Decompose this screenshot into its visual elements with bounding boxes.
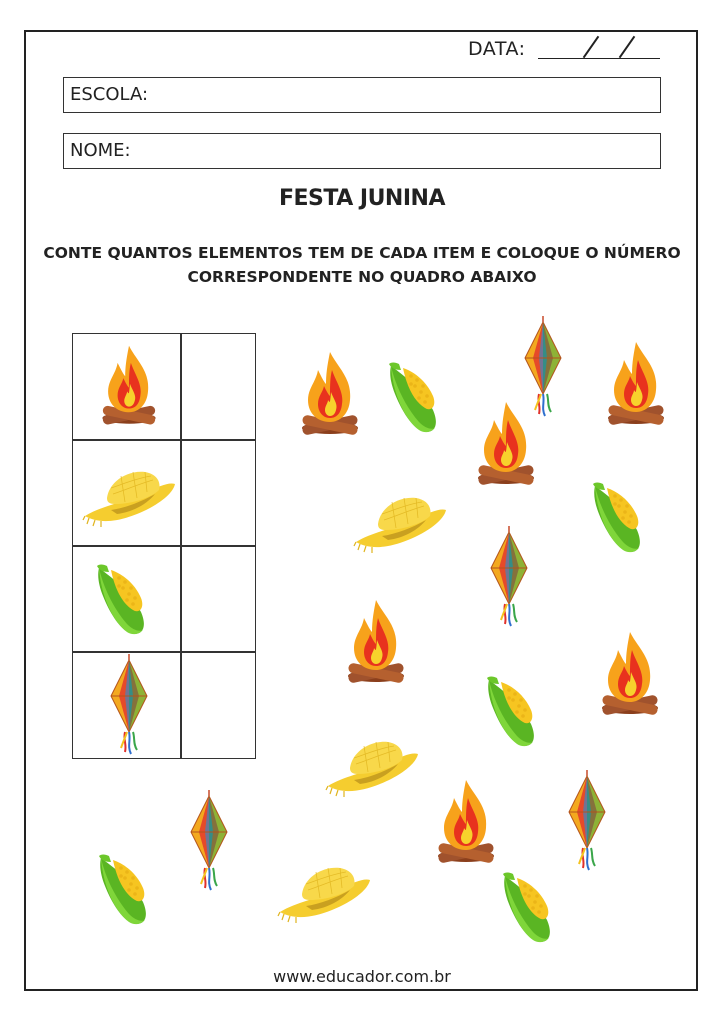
straw-hat-icon <box>324 728 424 804</box>
table-icon-cell <box>72 439 182 547</box>
paper-lantern-icon <box>562 770 612 874</box>
date-label: DATA: <box>468 38 526 60</box>
straw-hat-icon <box>276 854 376 930</box>
bonfire-icon <box>596 338 676 434</box>
school-field[interactable] <box>63 77 661 113</box>
corn-icon <box>478 672 548 754</box>
school-label: ESCOLA: <box>70 84 149 105</box>
name-label: NOME: <box>70 140 131 161</box>
corn-icon <box>584 478 654 560</box>
date-input-line[interactable] <box>538 58 660 59</box>
answer-box-bonfire[interactable] <box>180 333 256 441</box>
footer-website: www.educador.com.br <box>273 967 451 986</box>
corn-icon <box>90 850 160 932</box>
corn-icon <box>73 546 183 654</box>
paper-lantern-icon <box>518 316 568 420</box>
straw-hat-icon <box>352 484 452 560</box>
corn-icon <box>380 358 450 440</box>
page-title: FESTA JUNINA <box>279 186 445 211</box>
table-icon-cell <box>72 651 182 759</box>
paper-lantern-icon <box>73 652 183 760</box>
answer-box-lantern[interactable] <box>180 651 256 759</box>
name-field[interactable] <box>63 133 661 169</box>
answer-table <box>72 333 256 759</box>
instructions-line-1: CONTE QUANTOS ELEMENTOS TEM DE CADA ITEM E COLOQUE O NÚMERO <box>43 244 681 262</box>
answer-box-corn[interactable] <box>180 545 256 653</box>
bonfire-icon <box>336 596 416 692</box>
paper-lantern-icon <box>484 526 534 630</box>
straw-hat-icon <box>73 440 183 548</box>
instructions-line-2: CORRESPONDENTE NO QUADRO ABAIXO <box>187 268 537 286</box>
answer-box-hat[interactable] <box>180 439 256 547</box>
table-icon-cell <box>72 333 182 441</box>
table-icon-cell <box>72 545 182 653</box>
paper-lantern-icon <box>184 790 234 894</box>
instructions <box>40 241 684 289</box>
bonfire-icon <box>590 628 670 724</box>
bonfire-icon <box>290 348 370 444</box>
bonfire-icon <box>426 776 506 872</box>
bonfire-icon <box>73 334 183 442</box>
corn-icon <box>494 868 564 950</box>
